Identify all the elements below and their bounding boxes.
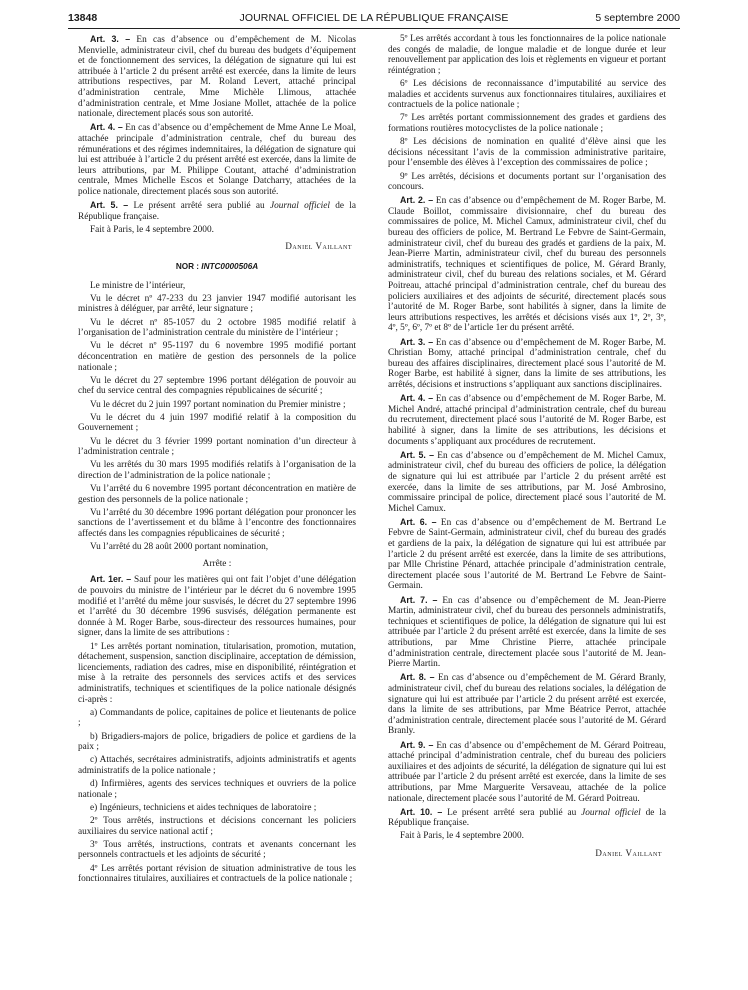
article-label: Art. 5. – [90, 200, 129, 211]
article-label: Art. 10. – [400, 806, 443, 817]
article-text: En cas d’absence ou d’empêchement de M. Roger Barbe, M. Michel André, attaché principal d’administration centrale, chef du bureau du recrutement, directement placé sous l’autorité de M. Roger Barbe, est habilité à signer, dans la limite de ses attributions, les décisions et documents s’appliquant aux procédures de recrutement. [388, 394, 666, 447]
article-text: Le présent arrêté sera publié au [133, 201, 265, 212]
vu-item: Vu l’arrêté du 30 décembre 1996 portant délégation pour prononcer les sanctions de l’avertissement et du blâme à l’encontre des fonctionnaires affectés dans les compagnies républicaines de sécurité ; [78, 507, 356, 540]
vu-item: Vu l’arrêté du 6 novembre 1995 portant déconcentration en matière de gestion des personnels de la police nationale ; [78, 484, 356, 505]
list-item: 4º Les arrêtés portant révision de situation administrative de tous les fonctionnaires titulaires, auxiliaires et contractuels de la police nationale ; [78, 863, 356, 885]
arrete-heading: Arrête : [202, 558, 232, 569]
article-paragraph [388, 807, 666, 829]
article-paragraph [388, 393, 666, 447]
article-text: Le présent arrêté sera publié au [447, 807, 577, 818]
header-rule [68, 28, 680, 29]
list-item: b) Brigadiers-majors de police, brigadiers de police et gardiens de la paix ; [78, 731, 356, 753]
article-paragraph [78, 200, 356, 222]
article-label: Art. 9. – [400, 739, 434, 750]
list-item: 2º Tous arrêtés, instructions et décisions concernant les policiers auxiliaires du service national actif ; [78, 816, 356, 837]
vu-item: Vu le décret du 4 juin 1997 modifié relatif à la composition du Gouvernement ; [78, 412, 356, 434]
page-number: 13848 [68, 12, 98, 24]
article-label: Art. 6. – [400, 516, 437, 527]
article-label: Art. 8. – [400, 672, 435, 683]
list-item: a) Commandants de police, capitaines de police et lieutenants de police ; [78, 707, 356, 729]
list-item: 9º Les arrêtés, décisions et documents portant sur l’organisation des concours. [388, 171, 666, 193]
nor-label: NOR : [175, 262, 200, 272]
article-paragraph [388, 337, 666, 391]
article-text: Sauf pour les matières qui ont fait l’objet d’une délégation de pouvoirs du ministre de l’intérieur par le décret du 6 novembre 1995 modifié et l’arrêté du même jour susvisés, le décret du 27 septembre 1996 et l’arrêté du 30 décembre 1996 susvisés, délégation permanente est donnée à M. Roger Barbe, sous-directeur des ressources humaines, pour signer, dans la limite de ses attributions : [78, 575, 356, 639]
article-paragraph [78, 34, 356, 120]
article-text: En cas d’absence ou d’empêchement de M. Gérard Branly, administrateur civil, chef du bureau des relations sociales, la délégation de signature qui lui est attribuée par l’article 2 du présent arrêté est exercée, dans la limite de ses attributions, par Mme Béatrice Perrot, attachée d’administration centrale, directement placée sous l’autorité de M. Gérard Branly. [388, 673, 666, 737]
article-label: Art. 4. – [90, 122, 123, 133]
journal-title: JOURNAL OFFICIEL DE LA RÉPUBLIQUE FRANÇAISE [239, 12, 509, 24]
list-item: 7º Les arrêtés portant commissionnement des grades et gardiens des formations routières motocyclistes de la police nationale ; [388, 113, 666, 134]
vu-item: Vu le décret nº 85-1057 du 2 octobre 1985 modifié relatif à l’organisation de l’administration centrale du ministère de l’intérieur ; [78, 317, 356, 339]
article-paragraph [388, 740, 666, 805]
article-label: Art. 3. – [400, 336, 434, 347]
article-paragraph [388, 672, 666, 737]
nor-code: INTC0000506A [201, 262, 259, 272]
issue-date: 5 septembre 2000 [595, 12, 680, 24]
article-text: En cas d’absence ou d’empêchement de M. Gérard Poitreau, attaché principal d’administration centrale, chef du bureau des policiers auxiliaires et des adjoints de sécurité, la délégation de signature qui lui est attribuée par l’article 2 du présent arrêté est exercée, dans la limite de ses attributions, par Mme Marguerite Versaveau, attachée de la police nationale, directement placée sous l’autorité de M. Gérard Poitreau. [388, 740, 666, 804]
vu-item: Vu les arrêtés du 30 mars 1995 modifiés relatifs à l’organisation de la direction de l’administration de la police nationale ; [78, 460, 356, 481]
fait-line: Fait à Paris, le 4 septembre 2000. [400, 831, 524, 842]
article-text: En cas d’absence ou d’empêchement de Mme Anne Le Moal, attachée principale d’administration centrale, chef du bureau des rémunérations et des régimes indemnitaires, la délégation de signature qui lui est attribuée à l’article 2 du présent arrêté est exercée, dans la limite de leurs attributions, par M. Philippe Coutant, attaché d’administration centrale, Mmes Michelle Escos et Solange Datcharry, attachées de la police nationale, directement placés sous son autorité. [78, 123, 356, 197]
vu-item: Vu le décret du 2 juin 1997 portant nomination du Premier ministre ; [90, 399, 346, 410]
vu-item: Vu le décret du 27 septembre 1996 portant délégation de pouvoir au chef du service central des compagnies républicaines de sécurité ; [78, 375, 356, 397]
article-text: En cas d’absence ou d’empêchement de M. Jean-Pierre Martin, administrateur civil, chef du bureau des personnels administratifs, techniques et scientifiques de police, la délégation de signature qui lui est attribuée par l’article 2 du présent arrêté est exercée, dans la limite de ses attributions, par Mme Christine Pierre, attachée principale d’administration centrale, directement placée sous l’autorité de M. Jean-Pierre Martin. [388, 595, 666, 670]
vu-list [78, 294, 356, 553]
intro-line: Le ministre de l’intérieur, [90, 280, 186, 291]
signature: Daniel Vaillant [285, 241, 352, 252]
article-label: Art. 4. – [400, 393, 434, 404]
page-header [0, 12, 748, 28]
article-paragraph [388, 595, 666, 670]
article-text: En cas d’absence ou d’empêchement de M. Michel Camux, administrateur civil, chef du bureau des officiers de police, la délégation de signature qui lui est attribuée par l’article 2 du présent arrêté est exercée, dans la limite de ses attributions, par M. José Ambrosino, commissaire principal de police, directement placé sous l’autorité de M. Michel Camux. [388, 450, 666, 514]
article-paragraph [78, 122, 356, 197]
vu-item: Vu le décret nº 95-1197 du 6 novembre 1995 modifié portant déconcentration en matière de gestion des personnels de la police nationale ; [78, 341, 356, 373]
list-item: 8º Les décisions de nomination en qualité d’élève ainsi que les décisions nécessitant l’avis de la commission administrative paritaire, pour l’ensemble des élèves à l’exception des commissaires de police ; [388, 137, 666, 169]
article-paragraph [388, 517, 666, 592]
list-item: 6º Les décisions de reconnaissance d’imputabilité au service des maladies et accidents survenus aux fonctionnaires titulaires, auxiliaires et contractuels de la police nationale ; [388, 78, 666, 111]
article-label: Art. 1er. – [90, 574, 132, 585]
vu-item: Vu le décret du 3 février 1999 portant nomination d’un directeur à l’administration centrale ; [78, 436, 356, 458]
article-label: Art. 3. – [90, 34, 131, 44]
nor-reference [78, 262, 356, 273]
list-item: 5º Les arrêtés accordant à tous les fonctionnaires de la police nationale des congés de maladie, de longue maladie et de longue durée et leur renouvellement par application des lois et règlements en vigueur et portant réintégration ; [388, 34, 666, 76]
list-item: c) Attachés, secrétaires administratifs, adjoints administratifs et agents administratifs de la police nationale ; [78, 755, 356, 776]
article-label: Art. 2. – [400, 195, 434, 206]
list-item: d) Infirmières, agents des services techniques et ouvriers de la police nationale ; [78, 779, 356, 800]
article-text: En cas d’absence ou d’empêchement de M. Bertrand Le Febvre de Saint-Germain, administrateur civil, chef du bureau des gradés et gardiens de la paix, la délégation de signature qui lui est attribuée par l’article 2 du présent arrêté est exercée, dans la limite de ses attributions, par Mlle Christine Pénard, attachée principale d’administration centrale, directement placée sous l’autorité de M. Bertrand Le Febvre de Saint-Germain. [388, 517, 666, 592]
article-text: En cas d’absence ou d’empêchement de M. Roger Barbe, M. Claude Boillot, commissaire divisionnaire, chef du bureau des commissaires de police, M. Michel Camux, administrateur civil, chef du bureau des officiers de police, M. Bertrand Le Febvre de Saint-Germain, administrateur civil, chef du bureau des gradés et gardiens de la paix, M. Jean-Pierre Martin, administrateur civil, chef du bureau des personnels administratifs, techniques et scientifiques de police, M. Gérard Branly, administrateur civil, chef du bureau des relations sociales, et M. Gérard Poitreau, attaché principal d’administration centrale, chef du bureau des policiers auxiliaires et des adjoints de sécurité, directement placés sous l’autorité de M. Roger Barbe, sont habilités à signer, dans la limite de leurs attributions respectives, les arrêtés et décisions visés aux 1º, 2º, 3º, 4º, 5º, 6º, 7º et 8º de l’article 1er du présent arrêté. [388, 196, 666, 334]
vu-item: Vu l’arrêté du 28 août 2000 portant nomination, [90, 542, 269, 553]
list-item: 3º Tous arrêtés, instructions, contrats et avenants concernant les personnels contractuels et les adjoints de sécurité ; [78, 839, 356, 861]
article-paragraph [78, 574, 356, 639]
article-paragraph [388, 195, 666, 334]
article-paragraph [388, 450, 666, 515]
attribution-list-continued [388, 34, 666, 193]
attribution-list [78, 642, 356, 885]
article-label: Art. 5. – [400, 449, 435, 460]
article-list [388, 195, 666, 804]
article-text: de la République française. [388, 807, 666, 829]
list-item: e) Ingénieurs, techniciens et aides techniques de laboratoire ; [90, 802, 317, 813]
right-column [388, 34, 666, 863]
left-column [78, 34, 356, 887]
journal-reference: Journal officiel [269, 201, 330, 212]
fait-line: Fait à Paris, le 4 septembre 2000. [90, 224, 214, 235]
journal-reference: Journal officiel [581, 807, 641, 818]
list-item: 1º Les arrêtés portant nomination, titularisation, promotion, mutation, détachement, suspension, sanction disciplinaire, acceptation de démission, licenciements, radiation des cadres, mise en disponibilité, réintégration et mise à la retraite des personnels des services actifs et des services administratifs, techniques et scientifiques de la police nationale désignés ci-après : [78, 641, 356, 705]
article-text: de la République française. [78, 201, 356, 222]
vu-item: Vu le décret nº 47-233 du 23 janvier 1947 modifié autorisant les ministres à déléguer, par arrêté, leur signature ; [78, 293, 356, 315]
article-text: En cas d’absence ou d’empêchement de M. Nicolas Menvielle, administrateur civil, chef du bureau des budgets d’équipement et de fonctionnement des services, la délégation de signature qui lui est attribuée à l’article 2 du présent arrêté est exercée, dans la limite de leurs attributions respectives, par M. Roland Levert, attaché principal d’administration centrale, Mme Michèle Llimous, attachée d’administration centrale, et Mme Josiane Mollet, attachée de la police nationale, directement placés sous son autorité. [78, 35, 356, 120]
signature: Daniel Vaillant [595, 848, 662, 859]
article-text: En cas d’absence ou d’empêchement de M. Roger Barbe, M. Christian Bomy, attaché principal d’administration centrale, chef du bureau des affaires disciplinaires, directement placé sous l’autorité de M. Roger Barbe, est habilité à signer, dans la limite de ses attributions, les arrêtés, décisions et instructions s’appliquant aux sanctions disciplinaires. [388, 337, 666, 390]
article-label: Art. 7. – [400, 594, 438, 605]
